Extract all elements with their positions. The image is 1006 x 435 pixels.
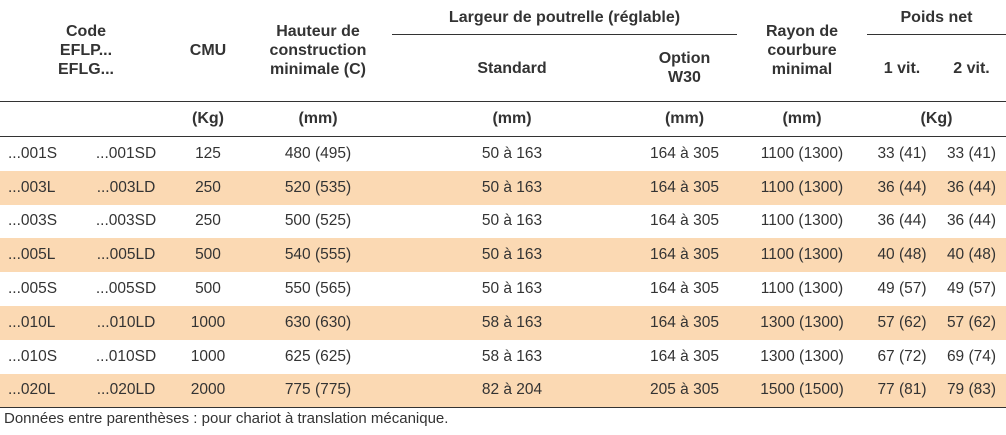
cell-v2: 36 (44) bbox=[946, 212, 997, 230]
cell-v2: 36 (44) bbox=[937, 171, 1006, 205]
cell-standard: 50 à 163 bbox=[481, 144, 543, 162]
table-body bbox=[0, 137, 1006, 408]
cell-rayon: 1500 (1500) bbox=[737, 374, 867, 408]
header-vit2: 2 vit. bbox=[953, 59, 990, 77]
cell-standard: 58 à 163 bbox=[481, 347, 543, 365]
cell-option: 164 à 305 bbox=[650, 212, 719, 230]
cell-code1: ...005S bbox=[8, 280, 58, 298]
cell-standard: 50 à 163 bbox=[392, 171, 632, 205]
header-hauteur: Hauteur de construction minimale (C) bbox=[269, 23, 367, 78]
cell-rayon: 1100 (1300) bbox=[737, 171, 867, 205]
cell-hauteur: 775 (775) bbox=[244, 374, 392, 408]
table-row bbox=[0, 205, 1006, 239]
cell-cmu: 500 bbox=[172, 238, 244, 272]
unit-cmu: (Kg) bbox=[172, 102, 244, 137]
cell-code1: ...003S bbox=[8, 212, 58, 230]
cell-cmu: 500 bbox=[195, 280, 221, 298]
header-rayon: Rayon de courbure minimal bbox=[765, 23, 838, 78]
cell-code1: ...010S bbox=[8, 347, 58, 365]
cell-standard: 50 à 163 bbox=[481, 280, 543, 298]
cell-v2: 33 (41) bbox=[946, 144, 997, 162]
cell-v1: 49 (57) bbox=[877, 280, 927, 298]
cell-code1: ...005L bbox=[0, 238, 80, 272]
cell-code2: ...020LD bbox=[80, 374, 172, 408]
header-poids: Poids net bbox=[867, 0, 1006, 35]
cell-option: 164 à 305 bbox=[650, 347, 719, 365]
units-row bbox=[0, 102, 1006, 137]
unit-code bbox=[0, 102, 172, 137]
cell-rayon: 1300 (1300) bbox=[737, 306, 867, 340]
cell-rayon: 1100 (1300) bbox=[737, 238, 867, 272]
cell-v1: 67 (72) bbox=[877, 347, 927, 365]
cell-code2: ...005LD bbox=[80, 238, 172, 272]
cell-code2: ...001SD bbox=[95, 144, 157, 162]
table-row bbox=[0, 238, 1006, 272]
cell-cmu: 1000 bbox=[172, 306, 244, 340]
cell-option: 205 à 305 bbox=[632, 374, 737, 408]
cell-hauteur: 630 (630) bbox=[244, 306, 392, 340]
cell-hauteur: 550 (565) bbox=[284, 280, 352, 298]
cell-code2: ...005SD bbox=[95, 280, 157, 298]
cell-code1: ...010L bbox=[0, 306, 80, 340]
cell-rayon: 1100 (1300) bbox=[760, 212, 844, 230]
cell-v2: 57 (62) bbox=[937, 306, 1006, 340]
cell-hauteur: 520 (535) bbox=[244, 171, 392, 205]
table-row bbox=[0, 272, 1006, 306]
cell-code2: ...003SD bbox=[95, 212, 157, 230]
table-header bbox=[0, 0, 1006, 137]
footnote: Données entre parenthèses : pour chariot à translation mécanique. bbox=[4, 410, 449, 427]
cell-v1: 36 (44) bbox=[867, 171, 937, 205]
cell-option: 164 à 305 bbox=[632, 171, 737, 205]
cell-v2: 49 (57) bbox=[946, 280, 997, 298]
table-row bbox=[0, 171, 1006, 205]
table-row bbox=[0, 306, 1006, 340]
header-vit1: 1 vit. bbox=[883, 59, 921, 77]
cell-hauteur: 500 (525) bbox=[284, 212, 352, 230]
table-row bbox=[0, 374, 1006, 408]
cell-option: 164 à 305 bbox=[650, 280, 719, 298]
cell-v1: 77 (81) bbox=[867, 374, 937, 408]
cell-hauteur: 480 (495) bbox=[284, 144, 352, 162]
table-row bbox=[0, 137, 1006, 171]
unit-rayon: (mm) bbox=[737, 102, 867, 137]
cell-code2: ...010LD bbox=[80, 306, 172, 340]
cell-standard: 50 à 163 bbox=[392, 238, 632, 272]
header-option: Option W30 bbox=[658, 50, 711, 86]
cell-option: 164 à 305 bbox=[632, 238, 737, 272]
unit-standard: (mm) bbox=[392, 102, 632, 137]
cell-standard: 58 à 163 bbox=[392, 306, 632, 340]
cell-v1: 57 (62) bbox=[867, 306, 937, 340]
cell-code2: ...010SD bbox=[95, 347, 157, 365]
header-largeur: Largeur de poutrelle (réglable) bbox=[392, 0, 737, 35]
cell-v2: 40 (48) bbox=[937, 238, 1006, 272]
header-standard: Standard bbox=[477, 59, 547, 77]
unit-poids: (Kg) bbox=[867, 102, 1006, 137]
cell-v1: 33 (41) bbox=[877, 144, 927, 162]
header-cmu: CMU bbox=[189, 42, 227, 59]
cell-code1: ...020L bbox=[0, 374, 80, 408]
unit-option: (mm) bbox=[632, 102, 737, 137]
cell-option: 164 à 305 bbox=[632, 306, 737, 340]
cell-code1: ...003L bbox=[0, 171, 80, 205]
cell-v1: 40 (48) bbox=[867, 238, 937, 272]
cell-cmu: 250 bbox=[195, 212, 221, 230]
cell-cmu: 2000 bbox=[172, 374, 244, 408]
cell-code1: ...001S bbox=[8, 144, 58, 162]
cell-v1: 36 (44) bbox=[877, 212, 927, 230]
cell-rayon: 1100 (1300) bbox=[760, 144, 844, 162]
cell-cmu: 125 bbox=[195, 144, 221, 162]
cell-cmu: 250 bbox=[172, 171, 244, 205]
cell-hauteur: 540 (555) bbox=[244, 238, 392, 272]
cell-hauteur: 625 (625) bbox=[284, 347, 352, 365]
table-row bbox=[0, 340, 1006, 374]
cell-standard: 82 à 204 bbox=[392, 374, 632, 408]
unit-hauteur: (mm) bbox=[244, 102, 392, 137]
cell-rayon: 1300 (1300) bbox=[760, 347, 844, 365]
cell-v2: 79 (83) bbox=[937, 374, 1006, 408]
cell-standard: 50 à 163 bbox=[481, 212, 543, 230]
cell-code2: ...003LD bbox=[80, 171, 172, 205]
cell-v2: 69 (74) bbox=[946, 347, 997, 365]
cell-cmu: 1000 bbox=[190, 347, 226, 365]
header-code: Code EFLP... EFLG... bbox=[58, 23, 114, 78]
cell-rayon: 1100 (1300) bbox=[760, 280, 844, 298]
cell-option: 164 à 305 bbox=[650, 144, 719, 162]
